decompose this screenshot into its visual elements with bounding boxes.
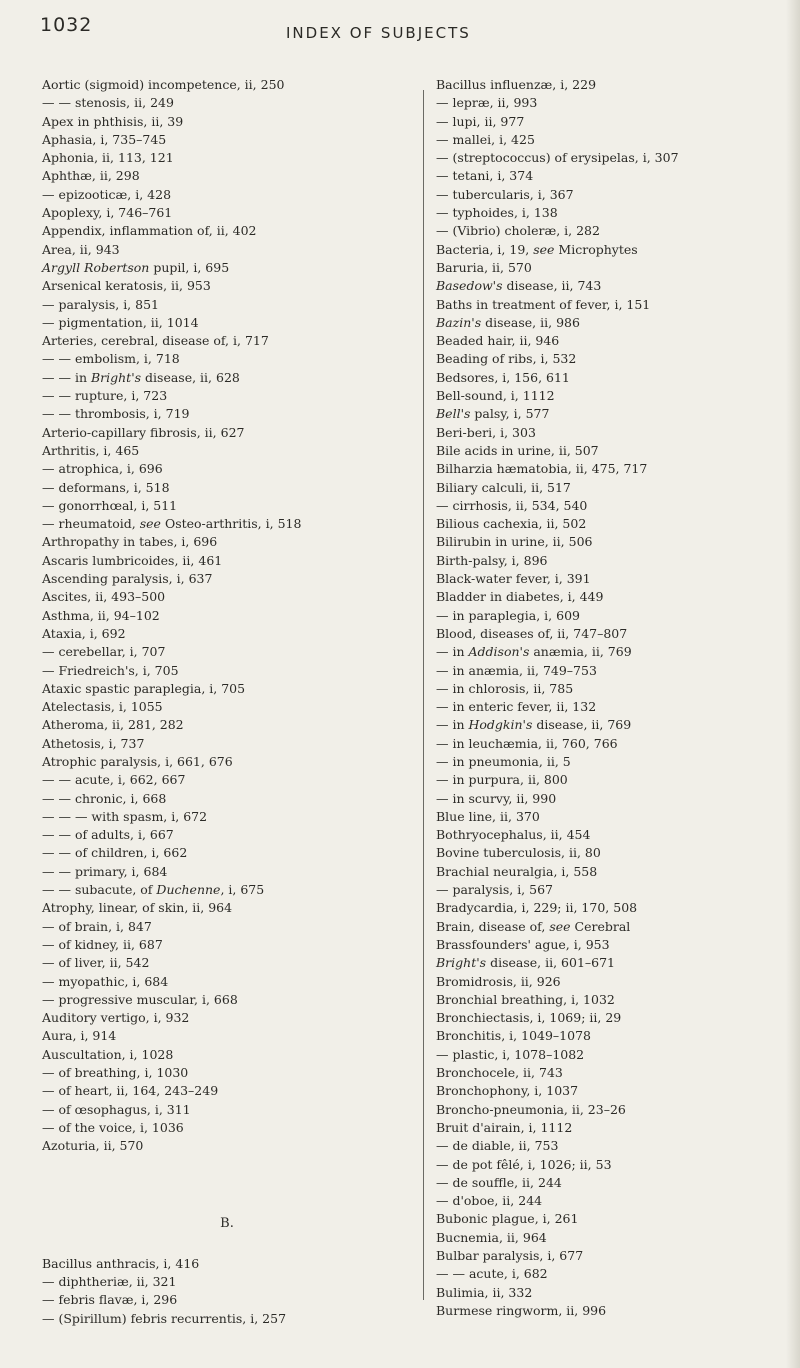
index-entry: Athetosis, i, 737 (42, 735, 145, 751)
index-entry: — in purpura, ii, 800 (436, 772, 568, 788)
index-entry: Beaded hair, ii, 946 (436, 333, 560, 349)
index-entry: Bacillus anthracis, i, 416 (42, 1255, 200, 1271)
index-entry: — epizooticæ, i, 428 (42, 186, 172, 202)
index-entry-part: anæmia, ii, 769 (529, 644, 632, 660)
index-entry-italic: see (533, 241, 555, 257)
index-entry: Black-water fever, i, 391 (436, 571, 591, 587)
index-entry: — — rupture, i, 723 (42, 388, 168, 404)
index-entry: Atrophic paralysis, i, 661, 676 (42, 753, 233, 769)
page-number: 1032 (40, 14, 93, 36)
index-entry: — tubercularis, i, 367 (436, 186, 574, 202)
index-entry: Ascaris lumbricoides, ii, 461 (42, 552, 223, 568)
page-edge-shadow (786, 0, 800, 1368)
index-entry: Arthropathy in tabes, i, 696 (42, 534, 218, 550)
index-entry: — cirrhosis, ii, 534, 540 (436, 497, 588, 513)
index-entry: Ataxic spastic paraplegia, i, 705 (42, 680, 246, 696)
index-column-right (436, 76, 781, 1320)
running-title: INDEX OF SUBJECTS (286, 24, 471, 42)
index-entry: Bell-sound, i, 1112 (436, 388, 555, 404)
index-entry-italic: Bell's (436, 406, 471, 422)
index-entry: Arteries, cerebral, disease of, i, 717 (42, 333, 269, 349)
index-entry: — diphtheriæ, ii, 321 (42, 1274, 177, 1290)
index-entry-part: disease, ii, 628 (141, 369, 240, 385)
index-entry: Blood, diseases of, ii, 747–807 (436, 625, 628, 641)
index-entry (42, 881, 412, 899)
index-entry-italic: Hodgkin's (468, 717, 533, 733)
index-entry: — in anæmia, ii, 749–753 (436, 662, 597, 678)
index-entry-italic: see (139, 516, 161, 532)
index-entry (436, 643, 781, 661)
index-entry (436, 954, 781, 972)
index-entry-part: disease, ii, 769 (532, 717, 632, 733)
index-entry: Blue line, ii, 370 (436, 808, 540, 824)
index-entry: — — stenosis, ii, 249 (42, 95, 174, 111)
index-entry: Atheroma, ii, 281, 282 (42, 717, 184, 733)
index-entry: Aphasia, i, 735–745 (42, 131, 167, 147)
index-entry: Bovine tuberculosis, ii, 80 (436, 845, 601, 861)
index-entry: Bradycardia, i, 229; ii, 170, 508 (436, 900, 638, 916)
index-entry: — cerebellar, i, 707 (42, 644, 166, 660)
index-entry-italic: Duchenne (156, 882, 221, 898)
index-entry: — paralysis, i, 851 (42, 296, 159, 312)
index-entry: — (Spirillum) febris recurrentis, i, 257 (42, 1310, 287, 1326)
index-entry: — lepræ, ii, 993 (436, 95, 538, 111)
index-entry: Bronchocele, ii, 743 (436, 1065, 563, 1081)
index-entry: — of liver, ii, 542 (42, 955, 150, 971)
index-entry: — d'oboe, ii, 244 (436, 1193, 543, 1209)
index-entry-italic: Bazin's (436, 314, 482, 330)
index-entry: Bulimia, ii, 332 (436, 1284, 533, 1300)
index-entry: — — — with spasm, i, 672 (42, 808, 208, 824)
index-entry: Brassfounders' ague, i, 953 (436, 936, 610, 952)
index-entry-italic: Bright's (436, 955, 487, 971)
index-entry: — Friedreich's, i, 705 (42, 662, 179, 678)
index-entry: — myopathic, i, 684 (42, 973, 169, 989)
index-entry: — febris flavæ, i, 296 (42, 1292, 178, 1308)
index-entry: Auscultation, i, 1028 (42, 1046, 174, 1062)
index-entry (42, 259, 412, 277)
index-entry: Baruria, ii, 570 (436, 259, 532, 275)
index-entry: Apex in phthisis, ii, 39 (42, 113, 184, 129)
index-entry (436, 405, 781, 423)
index-entry: — — of children, i, 662 (42, 845, 188, 861)
index-entry-part: Osteo-arthritis, i, 518 (160, 516, 302, 532)
index-entry: — lupi, ii, 977 (436, 113, 525, 129)
index-entry: Asthma, ii, 94–102 (42, 607, 160, 623)
index-entry: Bilious cachexia, ii, 502 (436, 516, 587, 532)
index-entry: Arterio-capillary fibrosis, ii, 627 (42, 424, 245, 440)
index-entry-part: — in (436, 717, 469, 733)
index-entry: Birth-palsy, i, 896 (436, 552, 548, 568)
index-entry: Bilharzia hæmatobia, ii, 475, 717 (436, 461, 648, 477)
index-entry (42, 369, 412, 387)
index-entry: — in scurvy, ii, 990 (436, 790, 557, 806)
section-heading-b: B. (220, 1215, 234, 1231)
index-entry-part: — in (436, 644, 469, 660)
index-entry: — in pneumonia, ii, 5 (436, 753, 571, 769)
index-entry: — pigmentation, ii, 1014 (42, 314, 199, 330)
index-entry-italic: Argyll Robertson (42, 259, 150, 275)
index-entry: — progressive muscular, i, 668 (42, 991, 238, 1007)
index-entry: — — embolism, i, 718 (42, 351, 180, 367)
index-entry-part: disease, ii, 601–671 (486, 955, 615, 971)
column-divider (423, 90, 424, 1300)
index-entry: Aphonia, ii, 113, 121 (42, 150, 174, 166)
index-entry: — de diable, ii, 753 (436, 1138, 559, 1154)
index-entry: — atrophica, i, 696 (42, 461, 163, 477)
index-entry-italic: see (549, 918, 571, 934)
index-entry: — in enteric fever, ii, 132 (436, 699, 597, 715)
index-entry: — — thrombosis, i, 719 (42, 406, 190, 422)
index-entry: — of kidney, ii, 687 (42, 936, 163, 952)
index-entry-part: — — subacute, of (42, 882, 157, 898)
index-entry: — (streptococcus) of erysipelas, i, 307 (436, 150, 679, 166)
index-entry: Bronchophony, i, 1037 (436, 1083, 579, 1099)
index-entry: Broncho-pneumonia, ii, 23–26 (436, 1101, 626, 1117)
index-entry (436, 918, 781, 936)
index-entry: — plastic, i, 1078–1082 (436, 1046, 585, 1062)
index-entry-part: Cerebral (570, 918, 631, 934)
index-entry-italic: Addison's (468, 644, 530, 660)
index-entry: Bothryocephalus, ii, 454 (436, 827, 591, 843)
index-entry: Bruit d'airain, i, 1112 (436, 1119, 573, 1135)
index-entry: Bubonic plague, i, 261 (436, 1211, 579, 1227)
index-entry: — typhoides, i, 138 (436, 205, 558, 221)
index-entry: — — acute, i, 682 (436, 1266, 548, 1282)
index-column-left (42, 76, 412, 1328)
index-entry: Bilirubin in urine, ii, 506 (436, 534, 593, 550)
index-entry: Beri-beri, i, 303 (436, 424, 536, 440)
index-entry: Arthritis, i, 465 (42, 442, 140, 458)
index-entry: — in leuchæmia, ii, 760, 766 (436, 735, 618, 751)
index-entries-b (42, 1255, 412, 1328)
index-entry: Area, ii, 943 (42, 241, 120, 257)
index-entry: — de pot fêlé, i, 1026; ii, 53 (436, 1156, 612, 1172)
index-entry: — of heart, ii, 164, 243–249 (42, 1083, 219, 1099)
index-entry (436, 716, 781, 734)
index-entry: — of breathing, i, 1030 (42, 1065, 189, 1081)
index-entry-part: Bacteria, i, 19, (436, 241, 534, 257)
index-entry: — mallei, i, 425 (436, 131, 535, 147)
index-entry-italic: Basedow's (436, 278, 503, 294)
index-entry: — — primary, i, 684 (42, 863, 168, 879)
index-entry: Apoplexy, i, 746–761 (42, 205, 173, 221)
index-entry-part: disease, ii, 743 (502, 278, 602, 294)
index-entry: Bedsores, i, 156, 611 (436, 369, 570, 385)
index-entry: — — of adults, i, 667 (42, 827, 174, 843)
index-entry: Bucnemia, ii, 964 (436, 1229, 547, 1245)
index-entry (436, 314, 781, 332)
index-entry (42, 515, 412, 533)
index-entry-italic: Bright's (90, 369, 142, 385)
index-entry: Azoturia, ii, 570 (42, 1138, 144, 1154)
index-entry: — tetani, i, 374 (436, 168, 534, 184)
index-entry: Bronchial breathing, i, 1032 (436, 991, 615, 1007)
index-entry: Beading of ribs, i, 532 (436, 351, 577, 367)
index-entry: Ataxia, i, 692 (42, 625, 126, 641)
index-entry: — of the voice, i, 1036 (42, 1119, 184, 1135)
index-entry: Aortic (sigmoid) incompetence, ii, 250 (42, 77, 285, 92)
index-entry: Burmese ringworm, ii, 996 (436, 1302, 607, 1318)
index-entry-part: — — in (42, 369, 91, 385)
index-entry-part: Microphytes (554, 241, 638, 257)
index-entry: Bronchitis, i, 1049–1078 (436, 1028, 591, 1044)
index-entry: — in paraplegia, i, 609 (436, 607, 580, 623)
index-entry: Aphthæ, ii, 298 (42, 168, 140, 184)
index-entry: Aura, i, 914 (42, 1028, 117, 1044)
index-entry-part: Brain, disease of, (436, 918, 550, 934)
index-entry-part: , i, 675 (220, 882, 265, 898)
index-entry: Ascending paralysis, i, 637 (42, 571, 213, 587)
index-entry: Biliary calculi, ii, 517 (436, 479, 571, 495)
index-entry: Auditory vertigo, i, 932 (42, 1010, 190, 1026)
index-entry: Ascites, ii, 493–500 (42, 589, 166, 605)
index-entry-part: disease, ii, 986 (481, 314, 580, 330)
index-entry: Atelectasis, i, 1055 (42, 699, 163, 715)
index-entry (436, 241, 781, 259)
index-entry: — — chronic, i, 668 (42, 790, 167, 806)
index-entry: — (Vibrio) choleræ, i, 282 (436, 223, 600, 239)
index-entry: Bulbar paralysis, i, 677 (436, 1248, 584, 1263)
index-entry: Arsenical keratosis, ii, 953 (42, 278, 211, 294)
index-entry: — of œsophagus, i, 311 (42, 1101, 191, 1117)
index-entry: Bacillus influenzæ, i, 229 (436, 77, 597, 92)
index-entry: — of brain, i, 847 (42, 918, 152, 934)
index-entry: Brachial neuralgia, i, 558 (436, 863, 598, 879)
index-entries-right (436, 76, 781, 1320)
index-entry: Appendix, inflammation of, ii, 402 (42, 223, 257, 239)
index-entry: — gonorrhœal, i, 511 (42, 497, 178, 513)
index-entry-part: — rheumatoid, (42, 516, 140, 532)
index-entry (436, 277, 781, 295)
index-entry-part: palsy, i, 577 (470, 406, 550, 422)
index-entry: — paralysis, i, 567 (436, 882, 553, 898)
index-entry: Bronchiectasis, i, 1069; ii, 29 (436, 1010, 622, 1026)
index-entry: — deformans, i, 518 (42, 479, 170, 495)
index-entry-part: pupil, i, 695 (149, 259, 230, 275)
index-entry: Baths in treatment of fever, i, 151 (436, 296, 651, 312)
index-entry: — de souffle, ii, 244 (436, 1174, 562, 1190)
index-entry: Atrophy, linear, of skin, ii, 964 (42, 900, 233, 916)
index-entry: Bromidrosis, ii, 926 (436, 973, 561, 989)
index-entries-a (42, 76, 412, 1156)
index-entry: — — acute, i, 662, 667 (42, 772, 186, 788)
index-entry: — in chlorosis, ii, 785 (436, 680, 574, 696)
index-entry: Bladder in diabetes, i, 449 (436, 589, 604, 605)
index-entry: Bile acids in urine, ii, 507 (436, 442, 599, 458)
